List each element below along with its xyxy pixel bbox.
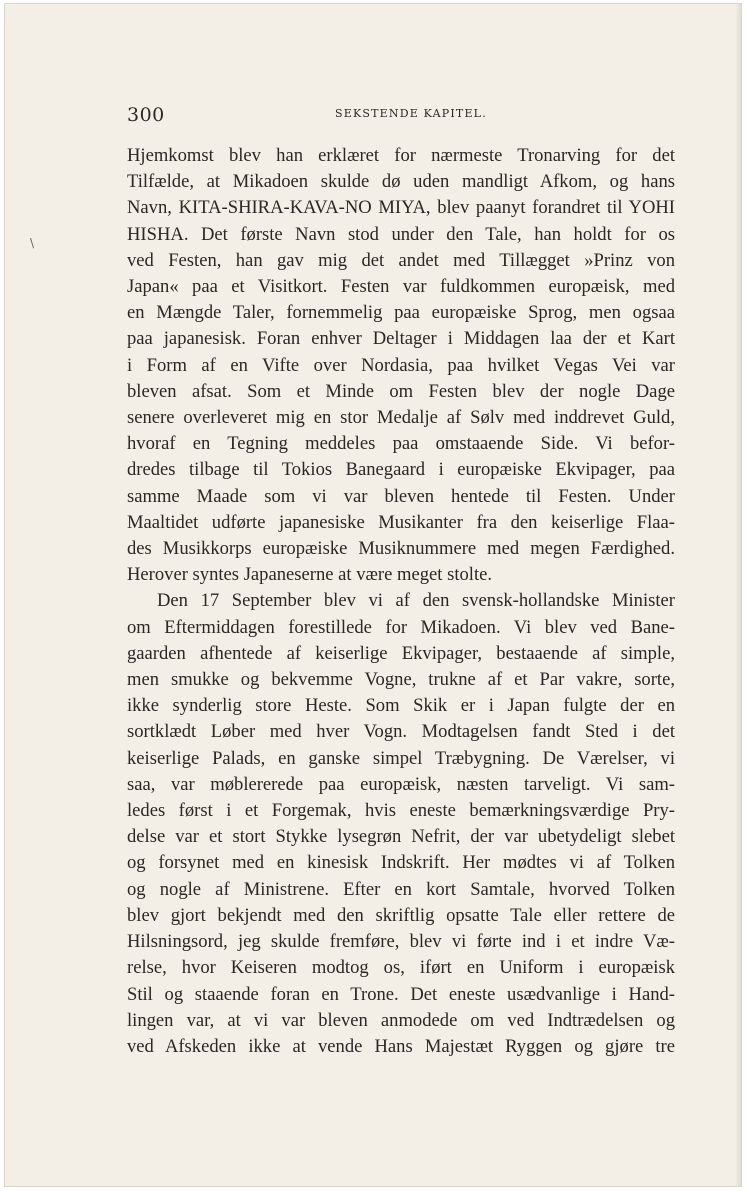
text-line: Herover syntes Japaneserne at være meget stolte. [127, 564, 493, 586]
text-line: Navn, KITA-SHIRA-KAVA-NO MIYA, blev paanyt forandret til YOHI [127, 197, 675, 219]
text-line: sortklædt Løber med hver Vogn. Modtagelsen fandt Sted i det [127, 721, 675, 743]
text-line: blev gjort bekjendt med den skriftlig opsatte Tale eller rettere de [127, 904, 675, 926]
text-line: des Musikkorps europæiske Musiknummere med megen Færdighed. [127, 538, 675, 560]
text-line: paa japanesisk. Foran enhver Deltager i Middagen laa der et Kart [127, 328, 675, 350]
text-line: Stil og staaende foran en Trone. Det eneste usædvanlige i Hand- [127, 983, 675, 1005]
text-line: delse var et stort Stykke lysegrøn Nefrit, der var ubetydeligt slebet [127, 826, 675, 848]
text-line: keiserlige Palads, en ganske simpel Træbygning. De Værelser, vi [127, 747, 675, 769]
paragraph [127, 588, 675, 1060]
text-line: og nogle af Ministrene. Efter en kort Samtale, hvorved Tolken [127, 878, 675, 900]
text-line: dredes tilbage til Tokios Banegaard i europæiske Ekvipager, paa [127, 459, 675, 481]
text-line: saa, var møblererede paa europæisk, næsten tarveligt. Vi sam- [127, 773, 675, 795]
text-line: en Mængde Taler, fornemmelig paa europæiske Sprog, men ogsaa [127, 302, 675, 324]
margin-mark: \ [30, 236, 35, 250]
text-line: HISHA. Det første Navn stod under den Tale, han holdt for os [127, 223, 675, 245]
text-line: men smukke og bekvemme Vogne, trukne af et Par vakre, sorte, [127, 669, 675, 691]
text-line: relse, hvor Keiseren modtog os, iført en Uniform i europæisk [127, 957, 675, 979]
text-line: Den 17 September blev vi af den svensk-hollandske Minister [157, 590, 675, 612]
text-line: Maaltidet udførte japanesiske Musikanter fra den keiserlige Flaa- [127, 511, 675, 533]
page-number: 300 [127, 104, 165, 126]
text-line: samme Maade som vi var bleven hentede til Festen. Under [127, 485, 675, 507]
text-line: hvoraf en Tegning meddeles paa omstaaende Side. Vi befor- [127, 433, 675, 455]
page-edge-shadow [735, 4, 741, 1186]
text-line: og forsynet med en kinesisk Indskrift. Her mødtes vi af Tolken [127, 852, 675, 874]
text-line: senere overleveret mig en stor Medalje af Sølv med inddrevet Guld, [127, 407, 675, 429]
text-line: Tilfælde, at Mikadoen skulde dø uden mandligt Afkom, og hans [127, 171, 675, 193]
text-line: bleven afsat. Som et Minde om Festen blev der nogle Dage [127, 380, 675, 402]
paragraph [127, 143, 675, 588]
text-line: lingen var, at vi var bleven anmodede om ved Indtrædelsen og [127, 1009, 675, 1031]
text-line: Hjemkomst blev han erklæret for nærmeste Tronarving for det [127, 145, 675, 166]
running-head: SEKSTENDE KAPITEL. [335, 107, 487, 120]
page-header [127, 104, 675, 128]
text-line: ved Afskeden ikke at vende Hans Majestæt Ryggen og gjøre tre [127, 1035, 675, 1057]
text-line: Hilsningsord, jeg skulde fremføre, blev vi førte ind i et indre Væ- [127, 931, 675, 953]
text-line: gaarden afhentede af keiserlige Ekvipager, bestaaende af simple, [127, 642, 675, 664]
text-line: Japan« paa et Visitkort. Festen var fuldkommen europæisk, med [127, 276, 675, 298]
body-text [127, 143, 675, 1060]
text-line: ved Festen, han gav mig det andet med Tillægget »Prinz von [127, 249, 675, 271]
text-line: ikke synderlig store Heste. Som Skik er i Japan fulgte der en [127, 695, 675, 717]
text-line: om Eftermiddagen forestillede for Mikadoen. Vi blev ved Bane- [127, 616, 675, 638]
text-line: ledes først i et Forgemak, hvis eneste bemærkningsværdige Pry- [127, 800, 675, 822]
text-line: i Form af en Vifte over Nordasia, paa hvilket Vegas Vei var [127, 354, 675, 376]
